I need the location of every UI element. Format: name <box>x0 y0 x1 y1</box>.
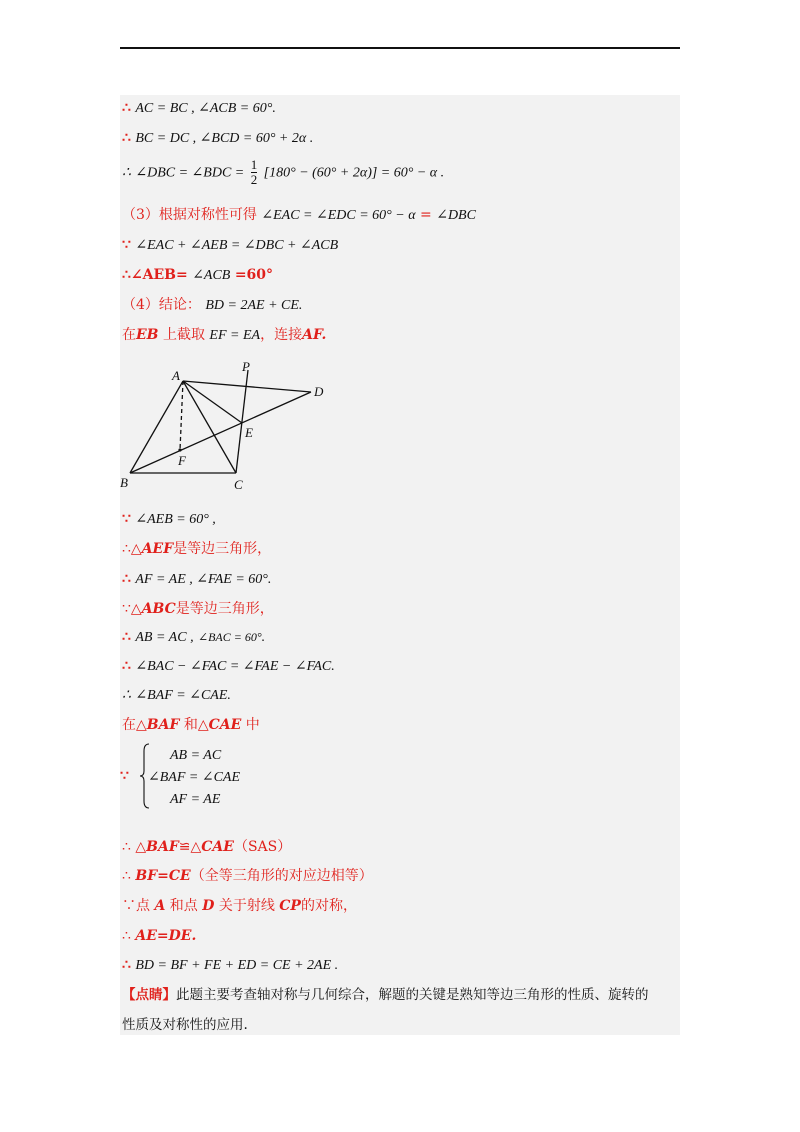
solution-line-2: ∴ BC = DC , ∠BCD = 60° + 2α . <box>122 130 314 146</box>
solution-line-17: ∴ △BAF≌△CAE（SAS） <box>122 839 292 855</box>
solution-line-10: ∴△AEF是等边三角形， <box>122 541 272 557</box>
solution-line-6: ∴∠AEB= ∠ACB =60° <box>122 267 274 283</box>
label-e: E <box>245 425 253 440</box>
solution-line-7: （4）结论： BD = 2AE + CE. <box>122 297 303 313</box>
note-line-1: 【点睛】此题主要考查轴对称与几何综合，解题的关键是熟知等边三角形的性质、旋转的 <box>122 987 649 1003</box>
solution-line-3: ∴ ∠DBC = ∠BDC = $\frac{1}{2}$ [180° − (60° + 2α)] = 60° − α . <box>122 157 445 187</box>
segment-ac <box>183 381 236 473</box>
solution-line-9: ∵ ∠AEB = 60° , <box>122 511 216 527</box>
point-f <box>178 448 181 451</box>
solution-line-5: ∵ ∠EAC + ∠AEB = ∠DBC + ∠ACB <box>122 237 339 253</box>
fraction-half: $\frac{1}{2}$ <box>250 157 258 187</box>
segment-ab <box>130 381 183 473</box>
system-symbol: ∵ <box>120 768 129 784</box>
solution-line-19: ∵点 A 和点 D 关于射线 CP的对称， <box>122 898 357 914</box>
segment-af-dashed <box>180 381 183 450</box>
solution-line-13: ∴ AB = AC , ∠BAC = 60°. <box>122 629 266 645</box>
system-row-1: AB = AC <box>170 748 222 763</box>
solution-line-21: ∴ BD = BF + FE + ED = CE + 2AE . <box>122 957 339 973</box>
solution-line-15: ∴ ∠BAF = ∠CAE. <box>122 688 231 703</box>
note-label: 【点睛】 <box>122 987 176 1003</box>
system-row-2: ∠BAF = ∠CAE <box>148 770 241 785</box>
solution-line-16: 在△BAF 和△CAE 中 <box>122 717 260 733</box>
solution-line-8: 在EB 上截取 EF = EA，连接AF. <box>122 327 327 343</box>
solution-line-11: ∴ AF = AE , ∠FAE = 60°. <box>122 571 272 587</box>
label-c: C <box>234 477 243 492</box>
label-d: D <box>314 384 324 399</box>
solution-line-20: ∴ AE=DE. <box>122 928 197 944</box>
system-row-3: AF = AE <box>170 792 221 807</box>
label-f: F <box>178 453 186 468</box>
solution-line-18: ∴ BF=CE（全等三角形的对应边相等） <box>122 868 373 884</box>
header-rule <box>120 47 680 49</box>
segment-bd <box>130 392 311 473</box>
note-line-2: 性质及对称性的应用. <box>122 1017 248 1033</box>
solution-line-1: ∴ AC = BC , ∠ACB = 60°. <box>122 100 276 116</box>
label-b: B <box>120 475 128 490</box>
label-a: A <box>172 368 180 383</box>
segment-ae <box>183 381 242 423</box>
geometry-diagram <box>118 358 338 494</box>
label-p: P <box>242 359 250 374</box>
solution-line-12: ∵△ABC是等边三角形， <box>122 601 274 617</box>
solution-line-4: （3）根据对称性可得 ∠EAC = ∠EDC = 60° − α = ∠DBC <box>122 207 476 223</box>
solution-line-14: ∴ ∠BAC − ∠FAC = ∠FAE − ∠FAC. <box>122 658 335 674</box>
